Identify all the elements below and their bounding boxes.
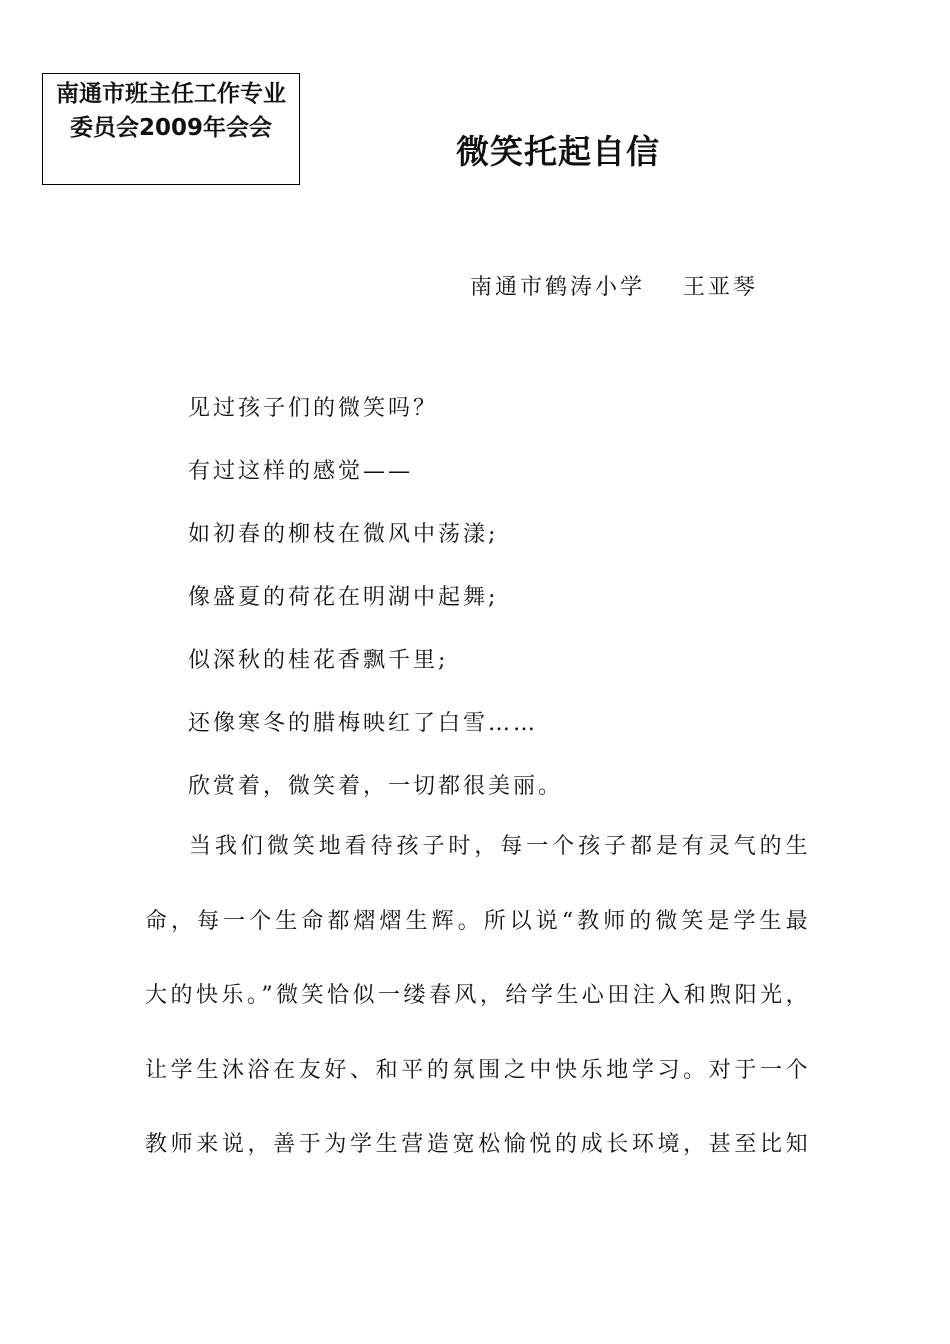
author-name: 王亚琴 (683, 275, 759, 300)
author-line (470, 270, 758, 301)
author-school: 南通市鹤涛小学 (470, 275, 646, 300)
conference-label: 南通市班主任工作专业委员会2009年会会 (56, 81, 286, 141)
poem-line: 似深秋的桂花香飘千里; (188, 648, 449, 673)
article-title: 微笑托起自信 (456, 132, 660, 171)
poem-line: 如初春的柳枝在微风中荡漾; (188, 522, 499, 547)
poem-line: 像盛夏的荷花在明湖中起舞; (188, 585, 499, 610)
paragraph-line: 大的快乐。”微笑恰似一缕春风，给学生心田注入和煦阳光， (145, 983, 810, 1008)
poem-line: 还像寒冬的腊梅映红了白雪…… (188, 711, 539, 736)
poem-block (188, 392, 563, 833)
conference-label-box (42, 73, 300, 185)
poem-line: 见过孩子们的微笑吗？ (188, 396, 439, 421)
paragraph-line: 教师来说，善于为学生营造宽松愉悦的成长环境，甚至比知 (145, 1132, 810, 1157)
body-paragraph (145, 828, 810, 1201)
paragraph-line: 命，每一个生命都熠熠生辉。所以说“教师的微笑是学生最 (145, 908, 810, 934)
paragraph-line: 让学生沐浴在友好、和平的氛围之中快乐地学习。对于一个 (145, 1057, 810, 1083)
poem-line: 欣赏着，微笑着，一切都很美丽。 (188, 774, 564, 799)
paragraph-line: 当我们微笑地看待孩子时，每一个孩子都是有灵气的生 (189, 834, 810, 859)
poem-line: 有过这样的感觉—— (188, 459, 414, 484)
